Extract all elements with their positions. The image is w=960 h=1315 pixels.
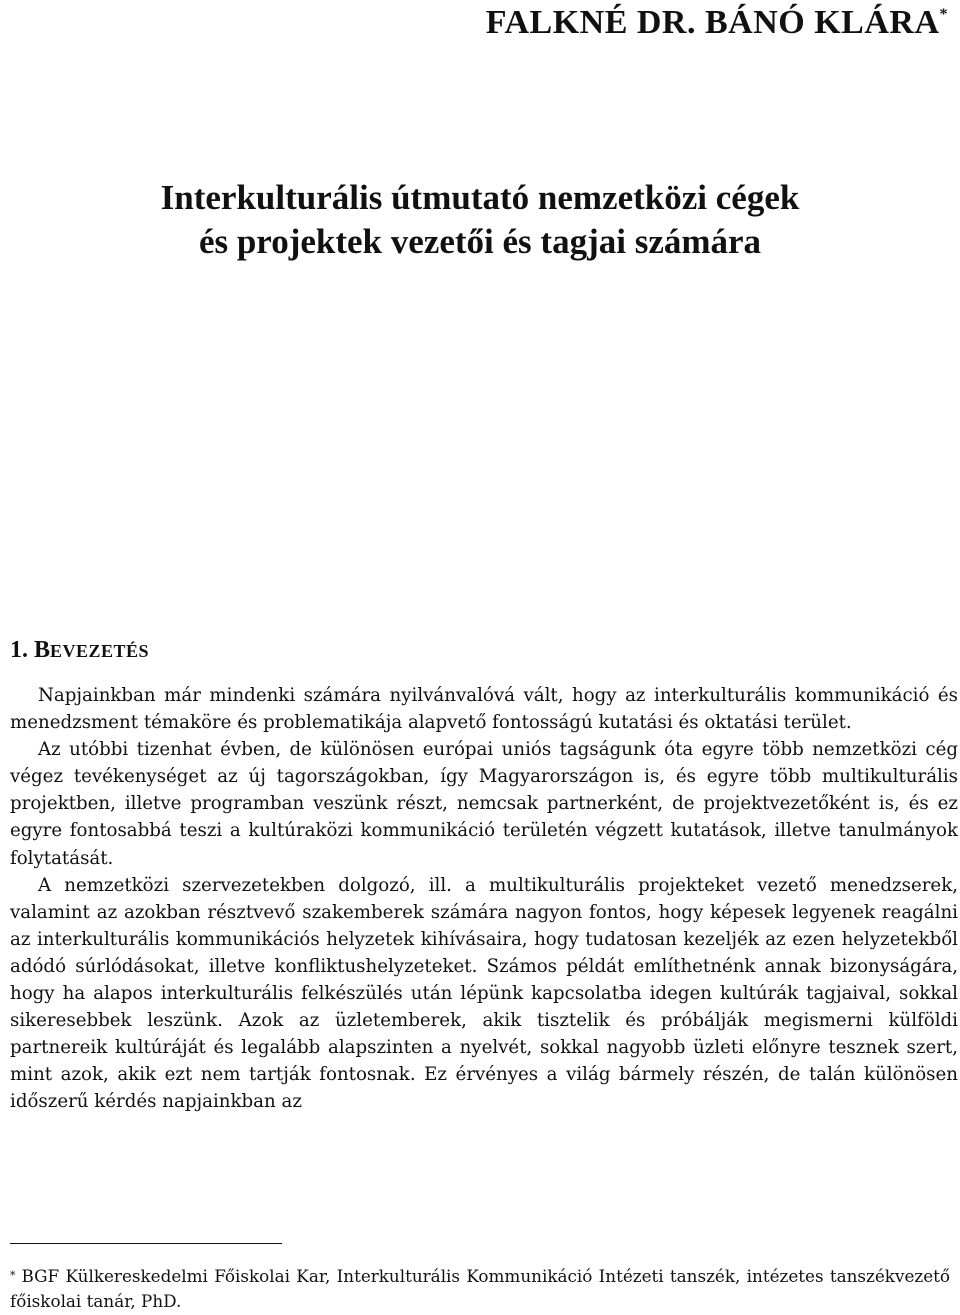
paragraph-2: Az utóbbi tizenhat évben, de különösen európai uniós tagságunk óta egyre több nemzetközi cég végez tevékenységet az új tagországokban, így Magyarországon is, és egyre több multikulturális projektben, illetve programban veszünk részt, nemcsak partnerként, de projektvezetőként is, és ez egyre fontosabbá teszi a kultúraközi kommunikáció területén végzett kutatások, illetve tanulmányok folytatását. [10, 739, 958, 869]
section-heading [10, 637, 149, 664]
body-text [10, 682, 958, 1116]
author-footnote-mark: * [939, 6, 948, 23]
footnote-divider [10, 1243, 282, 1244]
footnote-paragraph [10, 1264, 950, 1314]
author-name-text: FALKNÉ DR. BÁNÓ KLÁRA [485, 4, 940, 41]
article-title-line-1: Interkulturális útmutató nemzetközi cégek [160, 178, 800, 217]
section-heading-initial: B [34, 637, 51, 663]
article-title-line-2: és projektek vezetői és tagjai számára [198, 222, 762, 261]
paragraph-3: A nemzetközi szervezetekben dolgozó, ill. a multikulturális projekteket vezető menedzserek, valamint az azokban résztvevő szakemberek számára nagyon fontos, hogy képesek legyenek reagálni az interkulturális kommunikációs helyzetek kihívásaira, hogy tudatosan kezeljék az ezen helyzetekből adódó súrlódásokat, illetve konfliktushelyzeteket. Számos példát említhetnénk annak bizonyságára, hogy ha alapos interkulturális felkészülés után lépünk kapcsolatba idegen kultúrák tagjaival, sokkal sikeresebbek leszünk. Azok az üzletemberek, akik tisztelik és próbálják megismerni külföldi partnereik kultúráját és legalább alapszinten a nyelvét, sokkal nagyobb üzleti előnyre tesznek szert, mint azok, akik ezt nem tartják fontosnak. Ez érvényes a világ bármely részén, de talán különösen időszerű kérdés napjainkban az [10, 874, 958, 1113]
paragraph-1: Napjainkban már mindenki számára nyilvánvalóvá vált, hogy az interkulturális kommunikáció és menedzsment témaköre és problematikája alapvető fontosságú kutatási és oktatási terület. [10, 685, 958, 734]
footnote [10, 1264, 950, 1314]
author-name [486, 4, 948, 42]
article-title [0, 176, 960, 264]
section-number: 1. [10, 637, 28, 663]
footnote-text: BGF Külkereskedelmi Főiskolai Kar, Interkulturális Kommunikáció Intézeti tanszék, intézetes tanszékvezető főiskolai tanár, PhD. [10, 1266, 950, 1311]
footnote-mark: * [10, 1269, 16, 1282]
section-heading-rest: EVEZETÉS [50, 641, 150, 661]
